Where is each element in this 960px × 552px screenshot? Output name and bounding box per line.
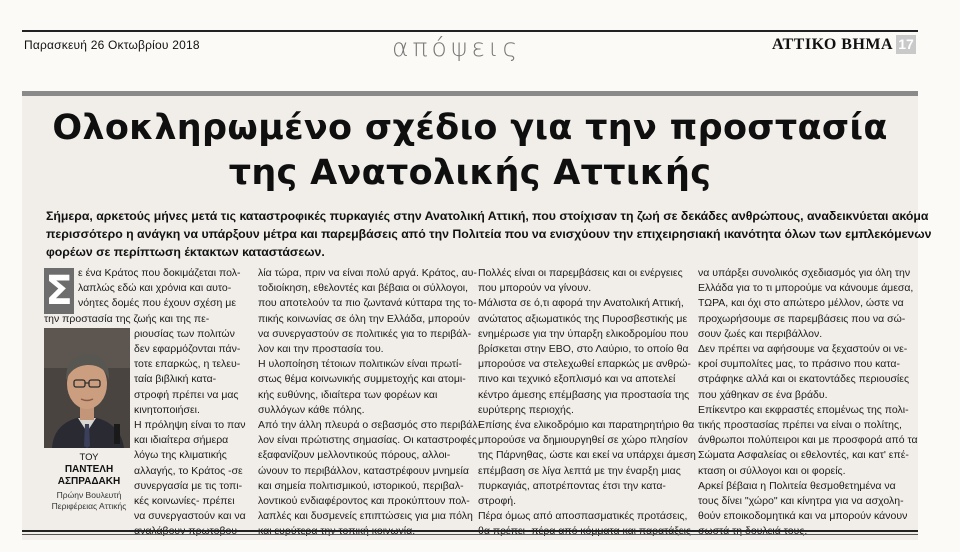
author-role: Πρώην Βουλευτή Περιφέρειας Αττικής [51,490,127,511]
text-line: Μάλιστα σε ό,τι αφορά την Ανατολική Αττική, [478,297,684,310]
text-line: την προστασία της ζωής και της πε- [44,312,210,325]
text-line: τοτε επαρκώς, η τελευ- [134,358,241,371]
text-line [258,524,456,539]
text-line: τοδιοίκηση, εθελοντές και βέβαια οι σύλλογοι, [258,282,469,295]
text-line: στροφή πρέπει να μας [134,388,239,401]
text-line: κής ευθύνης, ιδιαίτερα των φορέων και [258,388,438,401]
text-line: Πολλές είναι οι παρεμβάσεις και οι ενέργειες [478,267,683,279]
lead-line: Σήμερα, αρκετούς μήνες μετά τις καταστροφικές πυρκαγιές στην Ανατολική Αττική, που στοίχισαν τη ζωή σε δεκάδες ανθρώπους, αναδεικνύεται ακόμα [46,209,929,223]
text-line: ενημέρωσε για την ύπαρξη ελικοδρομίου που [478,327,689,340]
text-line: λόγω της κλιματικής [134,449,227,462]
headline-line-2: της Ανατολικής Αττικής [228,153,712,193]
text-line: ευρύτερης περιοχής. [478,403,574,416]
text-line: που χάθηκαν σε ένα βράδυ. [698,388,828,401]
text-line: Δεν πρέπει να αφήσουμε να ξεχαστούν οι νε- [698,343,908,356]
text-line: Η υλοποίηση τέτοιων πολιτικών είναι πρωτί- [258,358,462,371]
text-line: και ιδιαίτερα σήμερα [134,434,229,447]
text-line: νόητες δομές που έχουν σχέση με [78,297,237,310]
text-line: λαπλές και δυσμενείς επιπτώσεις για μια πόλη [258,510,473,523]
column-3 [478,266,696,540]
author-prefix: ΤΟΥ [79,452,99,463]
text-line: ΤΩΡΑ, και όχι στο απώτερο μέλλον, ώστε να [698,297,904,310]
text-line: Από την άλλη πλευρά ο σεβασμός στο περιβάλ- [258,419,482,432]
text-line: συνεργασία με τις τοπι- [134,479,243,492]
top-rule [22,30,918,32]
text-line: σουν ζωές και περιβάλλον. [698,327,823,340]
masthead: ΑΤΤΙΚΟ ΒΗΜΑ [772,36,894,53]
text-line: Επίκεντρο και εκφραστές επομένως της πολι- [698,403,909,416]
text-line: επέμβαση σε λίγα λεπτά με την έναρξη μιας [478,464,681,477]
text-line: κταση οι σύλλογοι και οι φορείς. [698,464,846,477]
text-line: ανώτατος αξιωματικός της Πυροσβεστικής με [478,312,688,325]
text-line: πυρκαγιάς, αποτρέποντας έτσι την κατα- [478,479,666,492]
text-line: πικής κοινωνίας σε όλη την Ελλάδα, μπορούν [258,312,470,325]
text-line: ε ένα Κράτος που δοκιμάζεται πολ- [78,267,241,279]
text-line: Αρκεί βέβαια η Πολιτεία θεσμοθετημένα να [698,479,896,492]
text-line: άνθρωποι πολύπειροι και με προσφορά από τα [698,434,918,447]
text-line: στράφηκε αλλά και οι εκατοντάδες περιουσίες [698,373,909,386]
text-line: λοντικού ενδιαφέροντος και προκύπτουν πολ- [258,495,470,508]
text-line: και σημεία πολιτισμικού, ιστορικού, περιβαλ- [258,479,464,492]
text-line: κροί συμπολίτες μας, το πράσινο που κατα- [698,358,900,371]
text-line: μπορούσε να στελεχωθεί επαρκώς με ανθρώ- [478,358,691,371]
bottom-rule [22,530,918,532]
text-line: λαπλώς εδώ και χρόνια και αυτο- [78,282,232,295]
headline-line-1: Ολοκληρωμένο σχέδιο για την προστασία [52,108,888,148]
text-line: Σώματα Ασφαλείας οι εθελοντές, και κατ' επέ- [698,449,909,462]
text-line: μπορούσε να δημιουργηθεί σε χώρο πλησίον [478,434,688,447]
lead-line: περισσότερο η ανάγκη να υπάρξουν μέτρα και παρεμβάσεις από την Πολιτεία που να ενισχύουν την επιχειρησιακή ικανότητα όλων των εμπλεκόμενων [46,227,932,241]
text-line: εξαφανίζουν μελλοντικούς πόρους, αλλοι- [258,449,451,462]
text-line: δεν εφαρμόζονται πάν- [134,343,241,356]
column-4 [698,266,918,540]
text-line: προχωρήσουμε σε παρεμβάσεις που να σώ- [698,312,906,325]
text-line: θούν εποικοδομητικά και να μπορούν κάνουν [698,510,908,523]
text-line: Πέρα όμως από αποσπασματικές προτάσεις, [478,510,688,523]
issue-date: Παρασκευή 26 Οκτωβρίου 2018 [24,38,200,52]
text-line: στροφή. [478,495,517,508]
text-line: τικής προστασίας πρέπει να είναι ο πολίτης, [698,419,902,432]
text-line: να συνεργαστούν και να [134,510,246,523]
lead-paragraph [46,207,932,261]
lead-line: φορέων σε περίπτωση έκτακτων καταστάσεων. [46,245,325,259]
text-line: κές κοινωνίες- πρέπει [134,495,235,508]
text-line [478,524,678,539]
text-line [698,524,904,539]
text-line: να συνεργαστούν σε πολιτικές για το περιβάλ- [258,327,472,340]
text-line: συλλόγων κάθε πόλης. [258,403,365,416]
text-line: πινο και τεχνικό εξοπλισμό και να αποτελεί [478,373,676,386]
text-line [44,524,244,539]
text-line: λον και την προστασία του. [258,343,384,356]
text-line: Η πρόληψη είναι το παν [134,419,246,432]
text-line: που μπορούν να γίνουν. [478,282,592,295]
text-line: στως θέμα κοινωνικής συμμετοχής και ατομι- [258,373,466,386]
text-line: λία τώρα, πριν να είναι πολύ αργά. Κράτος, αυ- [258,267,477,279]
text-line: λον είναι πρώτιστης σημασίας. Οι καταστροφές [258,434,477,447]
bottom-rule-thin [22,534,918,535]
text-line: κέντρο άμεσης επέμβασης για προστασία της [478,388,690,401]
text-line: Επίσης ένα ελικοδρόμιο και παρατηρητήριο θα [478,419,695,432]
text-line: κινητοποιήσει. [134,403,200,416]
text-line: να υπάρξει συνολικός σχεδιασμός για όλη την [698,267,911,279]
text-line: ταία βιβλική κατα- [134,373,217,386]
author-name: ΠΑΝΤΕΛΗ ΑΣΠΡΑΔΑΚΗ [57,464,121,487]
text-line: της Πάρνηθας, ώστε και εκεί να υπάρχει άμεση [478,449,696,462]
text-line: αλλαγής, το Κράτος -σε [134,464,243,477]
text-line: ώνουν το περιβάλλον, καταστρέφουν μνημεία [258,464,469,477]
text-line: τους δίνει "χώρο" και κίνητρα για να ασχολη- [698,495,904,508]
column-2 [258,266,482,540]
text-line: Ελλάδα για το τι μπορούμε να κάνουμε άμεσα, [698,282,914,295]
section-title: απόψεις [392,33,522,62]
page-number: 17 [896,35,916,54]
drop-cap: Σ [45,268,73,314]
text-line: ριουσίας των πολιτών [134,327,235,340]
text-line: που αποτελούν τα πιο ζωντανά κύτταρα της το- [258,297,477,310]
headline [22,106,918,196]
column-1 [44,266,244,540]
text-line: βρίσκεται στην ΕΒΟ, στο Λαύριο, το οποίο θα [478,343,689,356]
